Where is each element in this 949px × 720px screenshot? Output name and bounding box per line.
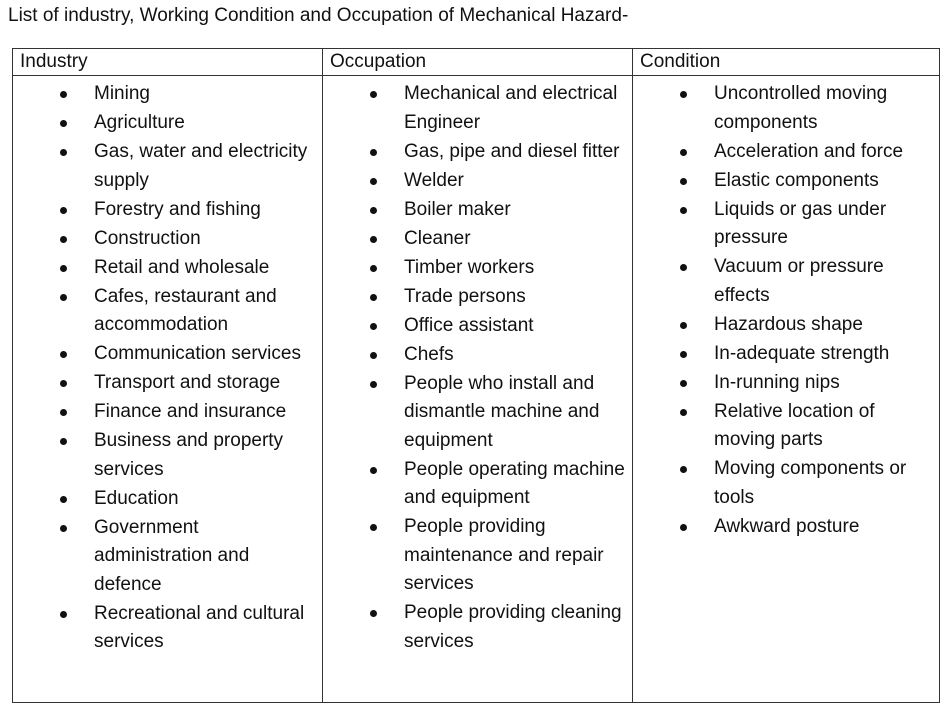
list-item (13, 254, 322, 283)
list-item (13, 369, 322, 398)
list-item-text: Construction (94, 227, 201, 249)
list-item (323, 599, 632, 656)
bullet-icon (370, 524, 377, 531)
list-item-text: Relative location of moving parts (714, 400, 875, 450)
industry-cell (13, 76, 323, 703)
list-item-text: Gas, water and electricity supply (94, 141, 308, 191)
list-item-text: Acceleration and force (714, 140, 904, 162)
list-item (323, 225, 632, 254)
list-item (633, 513, 939, 542)
list-item-text: Government administration and defence (94, 516, 250, 595)
list-item-text: Moving components or tools (714, 458, 907, 508)
list-item (13, 514, 322, 600)
header-condition: Condition (633, 49, 940, 76)
list-item-text: Elastic components (714, 169, 879, 191)
list-item (13, 138, 322, 195)
occupation-cell (323, 76, 633, 703)
bullet-icon (370, 91, 377, 98)
list-item (323, 370, 632, 456)
list-item-text: Recreational and cultural services (94, 602, 305, 652)
list-item-text: Education (94, 487, 179, 509)
list-item-text: People providing cleaning services (404, 602, 622, 652)
list-item (323, 138, 632, 167)
list-item-text: Transport and storage (94, 372, 281, 393)
bullet-icon (60, 207, 67, 214)
list-item (633, 398, 939, 455)
list-item-text: Cafes, restaurant and accommodation (94, 285, 277, 335)
list-item-text: Communication services (94, 343, 301, 364)
list-item-text: Uncontrolled moving components (714, 83, 888, 133)
header-row (13, 49, 940, 76)
list-item (633, 167, 939, 196)
bullet-icon (60, 380, 67, 387)
bullet-icon (370, 323, 377, 330)
list-item (323, 80, 632, 137)
list-item (323, 513, 632, 599)
bullet-icon (370, 381, 377, 388)
list-item (323, 167, 632, 196)
bullet-icon (370, 207, 377, 214)
body-row (13, 76, 940, 703)
document-title: List of industry, Working Condition and Occupation of Mechanical Hazard- (8, 5, 629, 26)
list-item (13, 109, 322, 138)
bullet-icon (60, 409, 67, 416)
bullet-icon (60, 265, 67, 272)
bullet-icon (60, 236, 67, 243)
list-item-text: Finance and insurance (94, 401, 287, 422)
list-item (633, 196, 939, 253)
bullet-icon (370, 178, 377, 185)
bullet-icon (680, 264, 687, 271)
list-item-text: Liquids or gas under pressure (714, 198, 887, 248)
list-item (13, 485, 322, 514)
bullet-icon (680, 178, 687, 185)
list-item-text: Cleaner (404, 227, 471, 249)
bullet-icon (60, 149, 67, 156)
list-item (633, 311, 939, 340)
list-item (13, 80, 322, 109)
bullet-icon (60, 611, 67, 618)
bullet-icon (60, 294, 67, 301)
list-item-text: Office assistant (404, 314, 534, 336)
bullet-icon (680, 409, 687, 416)
bullet-icon (370, 610, 377, 617)
list-item-text: Welder (404, 169, 464, 191)
list-item (13, 196, 322, 225)
list-item (13, 600, 322, 657)
industry-list (13, 76, 322, 657)
hazard-table (12, 48, 940, 703)
list-item-text: Trade persons (404, 285, 526, 307)
bullet-icon (680, 380, 687, 387)
bullet-icon (370, 467, 377, 474)
list-item (633, 80, 939, 137)
list-item (633, 138, 939, 167)
header-occupation: Occupation (323, 49, 633, 76)
bullet-icon (680, 91, 687, 98)
occupation-list (323, 76, 632, 656)
bullet-icon (60, 351, 67, 358)
list-item-text: Awkward posture (714, 515, 860, 537)
bullet-icon (60, 120, 67, 127)
list-item-text: In-adequate strength (714, 342, 890, 364)
list-item (323, 196, 632, 225)
bullet-icon (370, 294, 377, 301)
list-item-text: Chefs (404, 343, 454, 365)
bullet-icon (680, 524, 687, 531)
list-item-text: People operating machine and equipment (404, 458, 625, 508)
list-item (323, 254, 632, 283)
bullet-icon (680, 351, 687, 358)
list-item (13, 427, 322, 484)
list-item (13, 398, 322, 427)
list-item-text: People who install and dismantle machine and equipment (404, 372, 600, 451)
list-item-text: Hazardous shape (714, 313, 863, 335)
list-item-text: Retail and wholesale (94, 256, 270, 278)
list-item (633, 253, 939, 310)
condition-cell (633, 76, 940, 703)
list-item-text: Gas, pipe and diesel fitter (404, 140, 620, 162)
list-item (13, 225, 322, 254)
list-item-text: Vacuum or pressure effects (714, 256, 884, 306)
condition-list (633, 76, 939, 541)
list-item (13, 340, 322, 369)
list-item-text: Timber workers (404, 256, 535, 278)
list-item (323, 312, 632, 341)
bullet-icon (680, 466, 687, 473)
list-item (633, 369, 939, 398)
list-item-text: In-running nips (714, 371, 840, 393)
list-item-text: People providing maintenance and repair services (404, 516, 604, 594)
list-item (633, 340, 939, 369)
bullet-icon (680, 207, 687, 214)
bullet-icon (370, 352, 377, 359)
bullet-icon (680, 149, 687, 156)
list-item (323, 341, 632, 370)
list-item-text: Forestry and fishing (94, 198, 261, 220)
bullet-icon (370, 265, 377, 272)
bullet-icon (680, 322, 687, 329)
header-industry: Industry (13, 49, 323, 76)
bullet-icon (370, 149, 377, 156)
list-item (323, 283, 632, 312)
list-item-text: Business and property services (94, 430, 284, 480)
bullet-icon (370, 236, 377, 243)
list-item-text: Boiler maker (404, 198, 511, 220)
list-item (323, 456, 632, 513)
list-item (633, 455, 939, 512)
bullet-icon (60, 438, 67, 445)
bullet-icon (60, 496, 67, 503)
list-item-text: Agriculture (94, 112, 185, 133)
list-item-text: Mechanical and electrical Engineer (404, 83, 618, 133)
bullet-icon (60, 525, 67, 532)
list-item-text: Mining (94, 83, 150, 104)
bullet-icon (60, 91, 67, 98)
list-item (13, 283, 322, 340)
